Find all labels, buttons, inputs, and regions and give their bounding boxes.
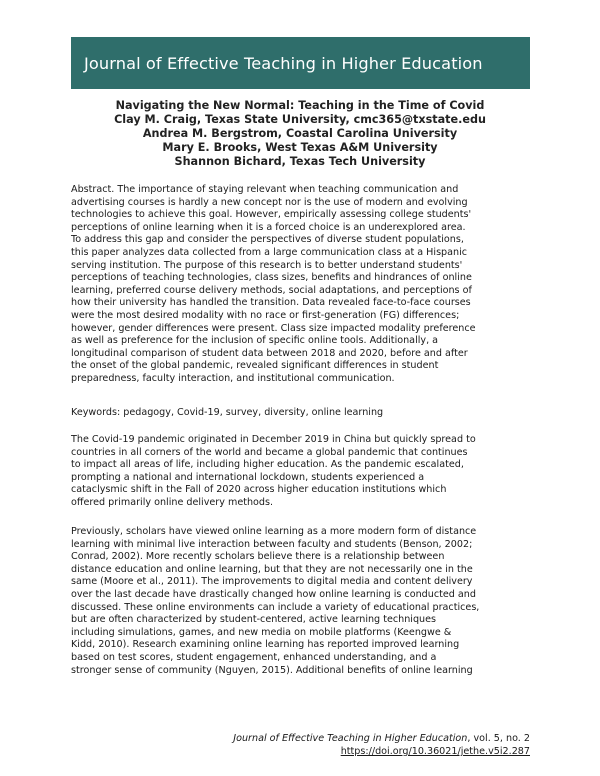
author-line: Shannon Bichard, Texas Tech University <box>174 155 426 168</box>
abstract-line: learning, preferred course delivery methods, social adaptations, and perceptions of <box>71 284 472 296</box>
paragraph-line: prompting a national and international lockdown, students experienced a <box>71 471 425 483</box>
paragraph-line: cataclysmic shift in the Fall of 2020 across higher education institutions which <box>71 484 447 496</box>
abstract-line: longitudinal comparison of student data between 2018 and 2020, before and after <box>71 347 468 359</box>
paragraph-line: The Covid-19 pandemic originated in December 2019 in China but quickly spread to <box>71 434 476 445</box>
paragraph-line: offered primarily online delivery methods. <box>71 496 274 508</box>
author-line: Andrea M. Bergstrom, Coastal Carolina University <box>142 127 458 140</box>
paragraph-line: Kidd, 2010). Research examining online learning has reported improved learning <box>71 639 460 651</box>
abstract-line: the onset of the global pandemic, revealed significant differences in student <box>71 360 439 372</box>
paragraph-line: discussed. These online environments can include a variety of educational practices, <box>71 601 480 613</box>
paragraph-line: Conrad, 2002). More recently scholars believe there is a relationship between <box>71 551 445 563</box>
paragraph-line: including simulations, games, and new media on mobile platforms (Keengwe & <box>71 626 452 638</box>
author-line: Clay M. Craig, Texas State University, cmc365@txstate.edu <box>114 113 486 126</box>
paragraph-line: stronger sense of community (Nguyen, 2015). Additional benefits of online learning <box>71 664 473 676</box>
paragraph-line: countries in all corners of the world and became a global pandemic that continues <box>71 446 468 458</box>
keywords-line: Keywords: pedagogy, Covid-19, survey, diversity, online learning <box>71 407 384 418</box>
abstract-line: To address this gap and consider the perspectives of diverse student populations, <box>71 234 464 246</box>
paragraph-line: same (Moore et al., 2011). The improvements to digital media and content delivery <box>71 576 473 588</box>
footer-volume: , vol. 5, no. 2 <box>467 733 530 744</box>
abstract-line: technologies to achieve this goal. However, empirically assessing college students' <box>71 209 472 221</box>
abstract-line: preparedness, faculty interaction, and institutional communication. <box>71 372 395 384</box>
paragraph-line: distance education and online learning, but that they are not necessarily one in the <box>71 563 473 575</box>
article-header <box>0 99 600 169</box>
abstract-line: this paper analyzes data collected from a large communication class at a Hispanic <box>71 246 468 258</box>
keywords <box>71 407 531 420</box>
abstract-line: perceptions of online learning when it is a forced choice is an underexplored area. <box>71 221 466 233</box>
author-line: Mary E. Brooks, West Texas A&M University <box>162 141 438 154</box>
paragraph-intro <box>71 434 531 510</box>
paragraph-line: learning with minimal live interaction between faculty and students (Benson, 2002; <box>71 538 473 550</box>
paragraph-line: over the last decade have drastically changed how online learning is conducted and <box>71 588 476 600</box>
doi-link[interactable]: https://doi.org/10.36021/jethe.v5i2.287 <box>340 746 530 757</box>
abstract-line: advertising courses is hardly a new concept nor is the use of modern and evolving <box>71 196 468 208</box>
paragraph-line: but are often characterized by student-centered, active learning techniques <box>71 614 437 626</box>
abstract-line: how their university has handled the transition. Data revealed face-to-face courses <box>71 297 471 309</box>
abstract-line: however, gender differences were present. Class size impacted modality preference <box>71 322 476 334</box>
journal-banner-title: Journal of Effective Teaching in Higher Education <box>84 53 483 73</box>
paragraph-previously <box>71 526 531 677</box>
paragraph-line: Previously, scholars have viewed online learning as a more modern form of distance <box>71 526 477 537</box>
abstract-line: as well as preference for the inclusion of specific online tools. Additionally, a <box>71 335 439 347</box>
abstract-line: Abstract. The importance of staying relevant when teaching communication and <box>71 184 459 195</box>
paragraph-line: to impact all areas of life, including higher education. As the pandemic escalated, <box>71 459 464 471</box>
abstract-line: perceptions of teaching technologies, class sizes, benefits and hindrances of online <box>71 272 472 284</box>
article-title: Navigating the New Normal: Teaching in the Time of Covid <box>115 99 485 112</box>
abstract-line: were the most desired modality with no race or first-generation (FG) differences; <box>71 309 460 321</box>
footer-journal-name: Journal of Effective Teaching in Higher Education <box>233 733 468 744</box>
abstract-line: serving institution. The purpose of this research is to better understand students' <box>71 259 463 271</box>
paragraph-line: based on test scores, student engagement, enhanced understanding, and a <box>71 651 437 663</box>
page-footer <box>233 732 530 758</box>
footer-citation <box>233 732 530 745</box>
abstract <box>71 184 531 386</box>
journal-banner <box>71 37 530 89</box>
